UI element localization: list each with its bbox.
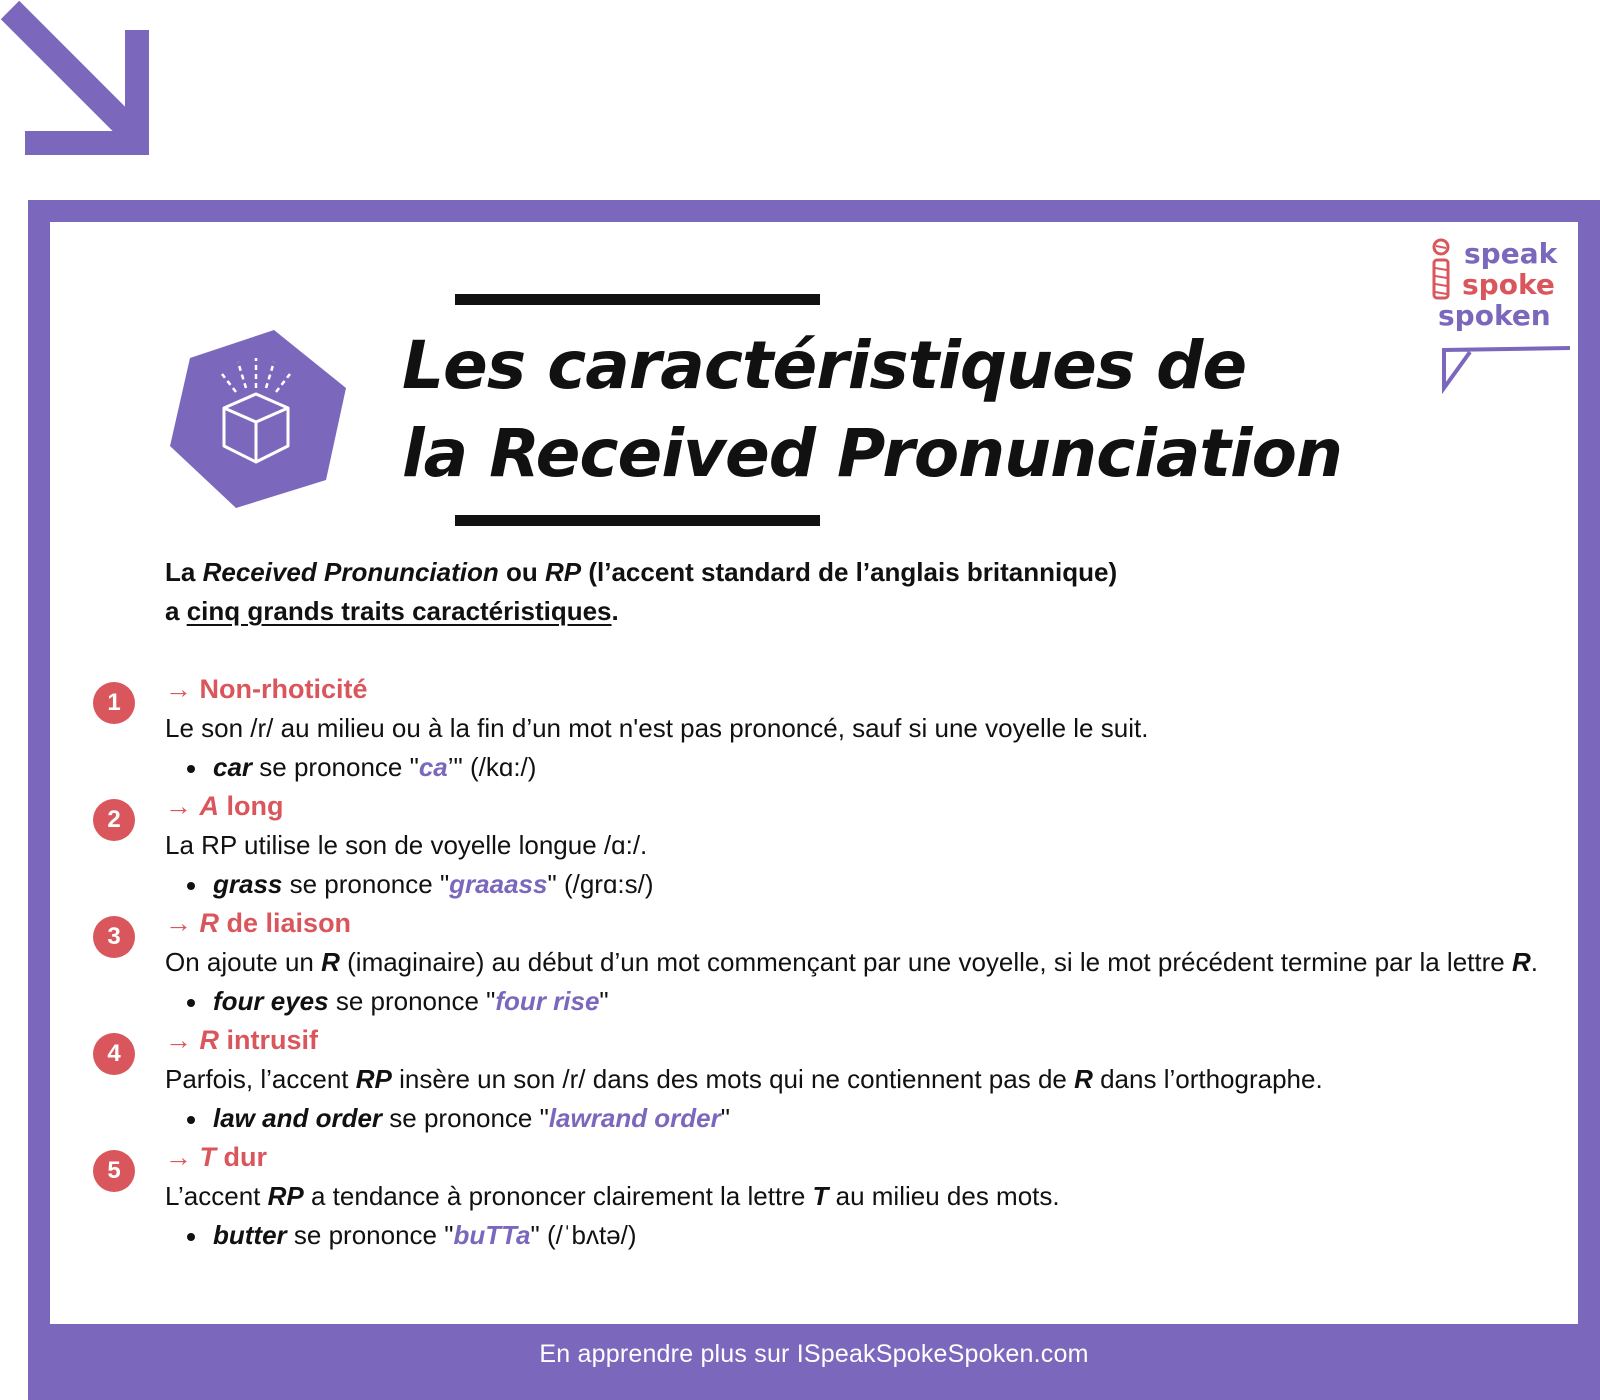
example-bullet [165,748,1565,787]
number-badge: 5 [93,1150,135,1192]
list-item [107,670,1565,787]
heading-letter: T [199,1142,217,1172]
desc-text: insère un son /r/ dans des mots qui ne contiennent pas de [391,1064,1075,1094]
example-text: se prononce " [328,986,496,1016]
example-text: se prononce " [282,869,450,899]
example-pronunciation: buTTa [453,1220,531,1250]
title-rule-bottom [455,515,820,526]
example-pronunciation: four rise [495,986,600,1016]
example-word: grass [213,869,283,899]
example-word: four eyes [213,986,329,1016]
trait-list [107,670,1565,1255]
heading-letter: R [199,908,220,938]
number-badge: 2 [93,799,135,841]
example-bullet [165,982,1565,1021]
list-item [107,904,1565,1021]
example-text: se prononce " [252,752,419,782]
example-pronunciation: lawrand order [548,1103,721,1133]
example-bullet [165,865,1565,904]
example-text: " (/ˈbʌtə/) [530,1220,637,1250]
logo-word-speak: speak [1464,237,1558,270]
example-word: law and order [213,1103,383,1133]
item-heading [165,670,1565,709]
example-bullet [165,1099,1565,1138]
example-text: " [720,1103,730,1133]
example-bullet [165,1216,1565,1255]
heading-text: long [219,791,284,821]
item-heading [165,904,1565,943]
desc-text: (imaginaire) au début d’un mot commençant par une voyelle, si le mot précédent termine par la lettre [339,947,1512,977]
intro-text: ou [498,557,545,587]
arrow-glyph: → [165,1025,200,1055]
heading-text: intrusif [219,1025,319,1055]
title-line-1: Les caractéristiques de [402,327,1247,404]
number-badge: 1 [93,682,135,724]
heading-letter: A [199,791,220,821]
example-text: se prononce " [382,1103,549,1133]
footer-link[interactable]: En apprendre plus sur ISpeakSpokeSpoken.com [539,1340,1089,1368]
desc-text: . [1530,947,1538,977]
item-heading [165,787,1565,826]
item-heading [165,1138,1565,1177]
intro-text: (l’accent standard de l’anglais britannique) [581,557,1118,587]
intro-underlined: cinq grands traits caractéristiques [186,596,612,626]
desc-emphasis: RP [267,1181,304,1211]
logo-word-spoke: spoke [1462,268,1555,301]
desc-emphasis: T [812,1181,829,1211]
intro-text: . [611,596,619,626]
desc-emphasis: RP [355,1064,392,1094]
example-text: " (/grɑ:s/) [547,869,654,899]
heading-text: de liaison [219,908,352,938]
item-description: Le son /r/ au milieu ou à la fin d’un mot n'est pas prononcé, sauf si une voyelle le suit. [165,713,1149,743]
heading-text: dur [216,1142,268,1172]
title-line-2: la Received Pronunciation [402,415,1342,492]
list-item [107,787,1565,904]
desc-text: On ajoute un [165,947,322,977]
desc-emphasis: R [1074,1064,1093,1094]
desc-emphasis: R [1511,947,1531,977]
intro-term: Received Pronunciation [202,557,499,587]
number-badge: 3 [93,916,135,958]
item-description [165,1060,1565,1099]
item-heading [165,1021,1565,1060]
list-item [107,1138,1565,1255]
item-description [165,943,1565,982]
arrow-glyph: → [165,1142,200,1172]
page-title [402,322,1342,498]
arrow-glyph: → [165,908,200,938]
logo [1438,238,1557,331]
intro-abbrev: RP [544,557,582,587]
intro-text: La [165,557,203,587]
title-rule-top [455,294,820,305]
example-pronunciation: ca [418,752,448,782]
list-item [107,1021,1565,1138]
item-description [165,1177,1565,1216]
heading-letter: R [199,1025,220,1055]
example-word: car [213,752,253,782]
desc-emphasis: R [321,947,340,977]
item-description: La RP utilise le son de voyelle longue /ɑ:/. [165,830,648,860]
arrow-glyph: → [165,791,200,821]
intro-text: a [165,596,187,626]
desc-text: au milieu des mots. [828,1181,1060,1211]
desc-text: L’accent [165,1181,268,1211]
example-text: se prononce " [286,1220,454,1250]
desc-text: dans l’orthographe. [1092,1064,1323,1094]
example-word: butter [213,1220,287,1250]
logo-word-spoken: spoken [1438,299,1551,332]
heading-text: Non-rhoticité [199,674,368,704]
desc-text: Parfois, l’accent [165,1064,356,1094]
arrow-glyph: → [165,674,200,704]
open-box-icon [168,328,348,508]
number-badge: 4 [93,1033,135,1075]
example-text: " [599,986,609,1016]
down-right-arrow-icon [0,0,160,160]
example-pronunciation: graaass [449,869,548,899]
example-text: ’" (/kɑ:/) [447,752,537,782]
desc-text: a tendance à prononcer clairement la lettre [303,1181,813,1211]
intro-paragraph [165,553,1465,631]
